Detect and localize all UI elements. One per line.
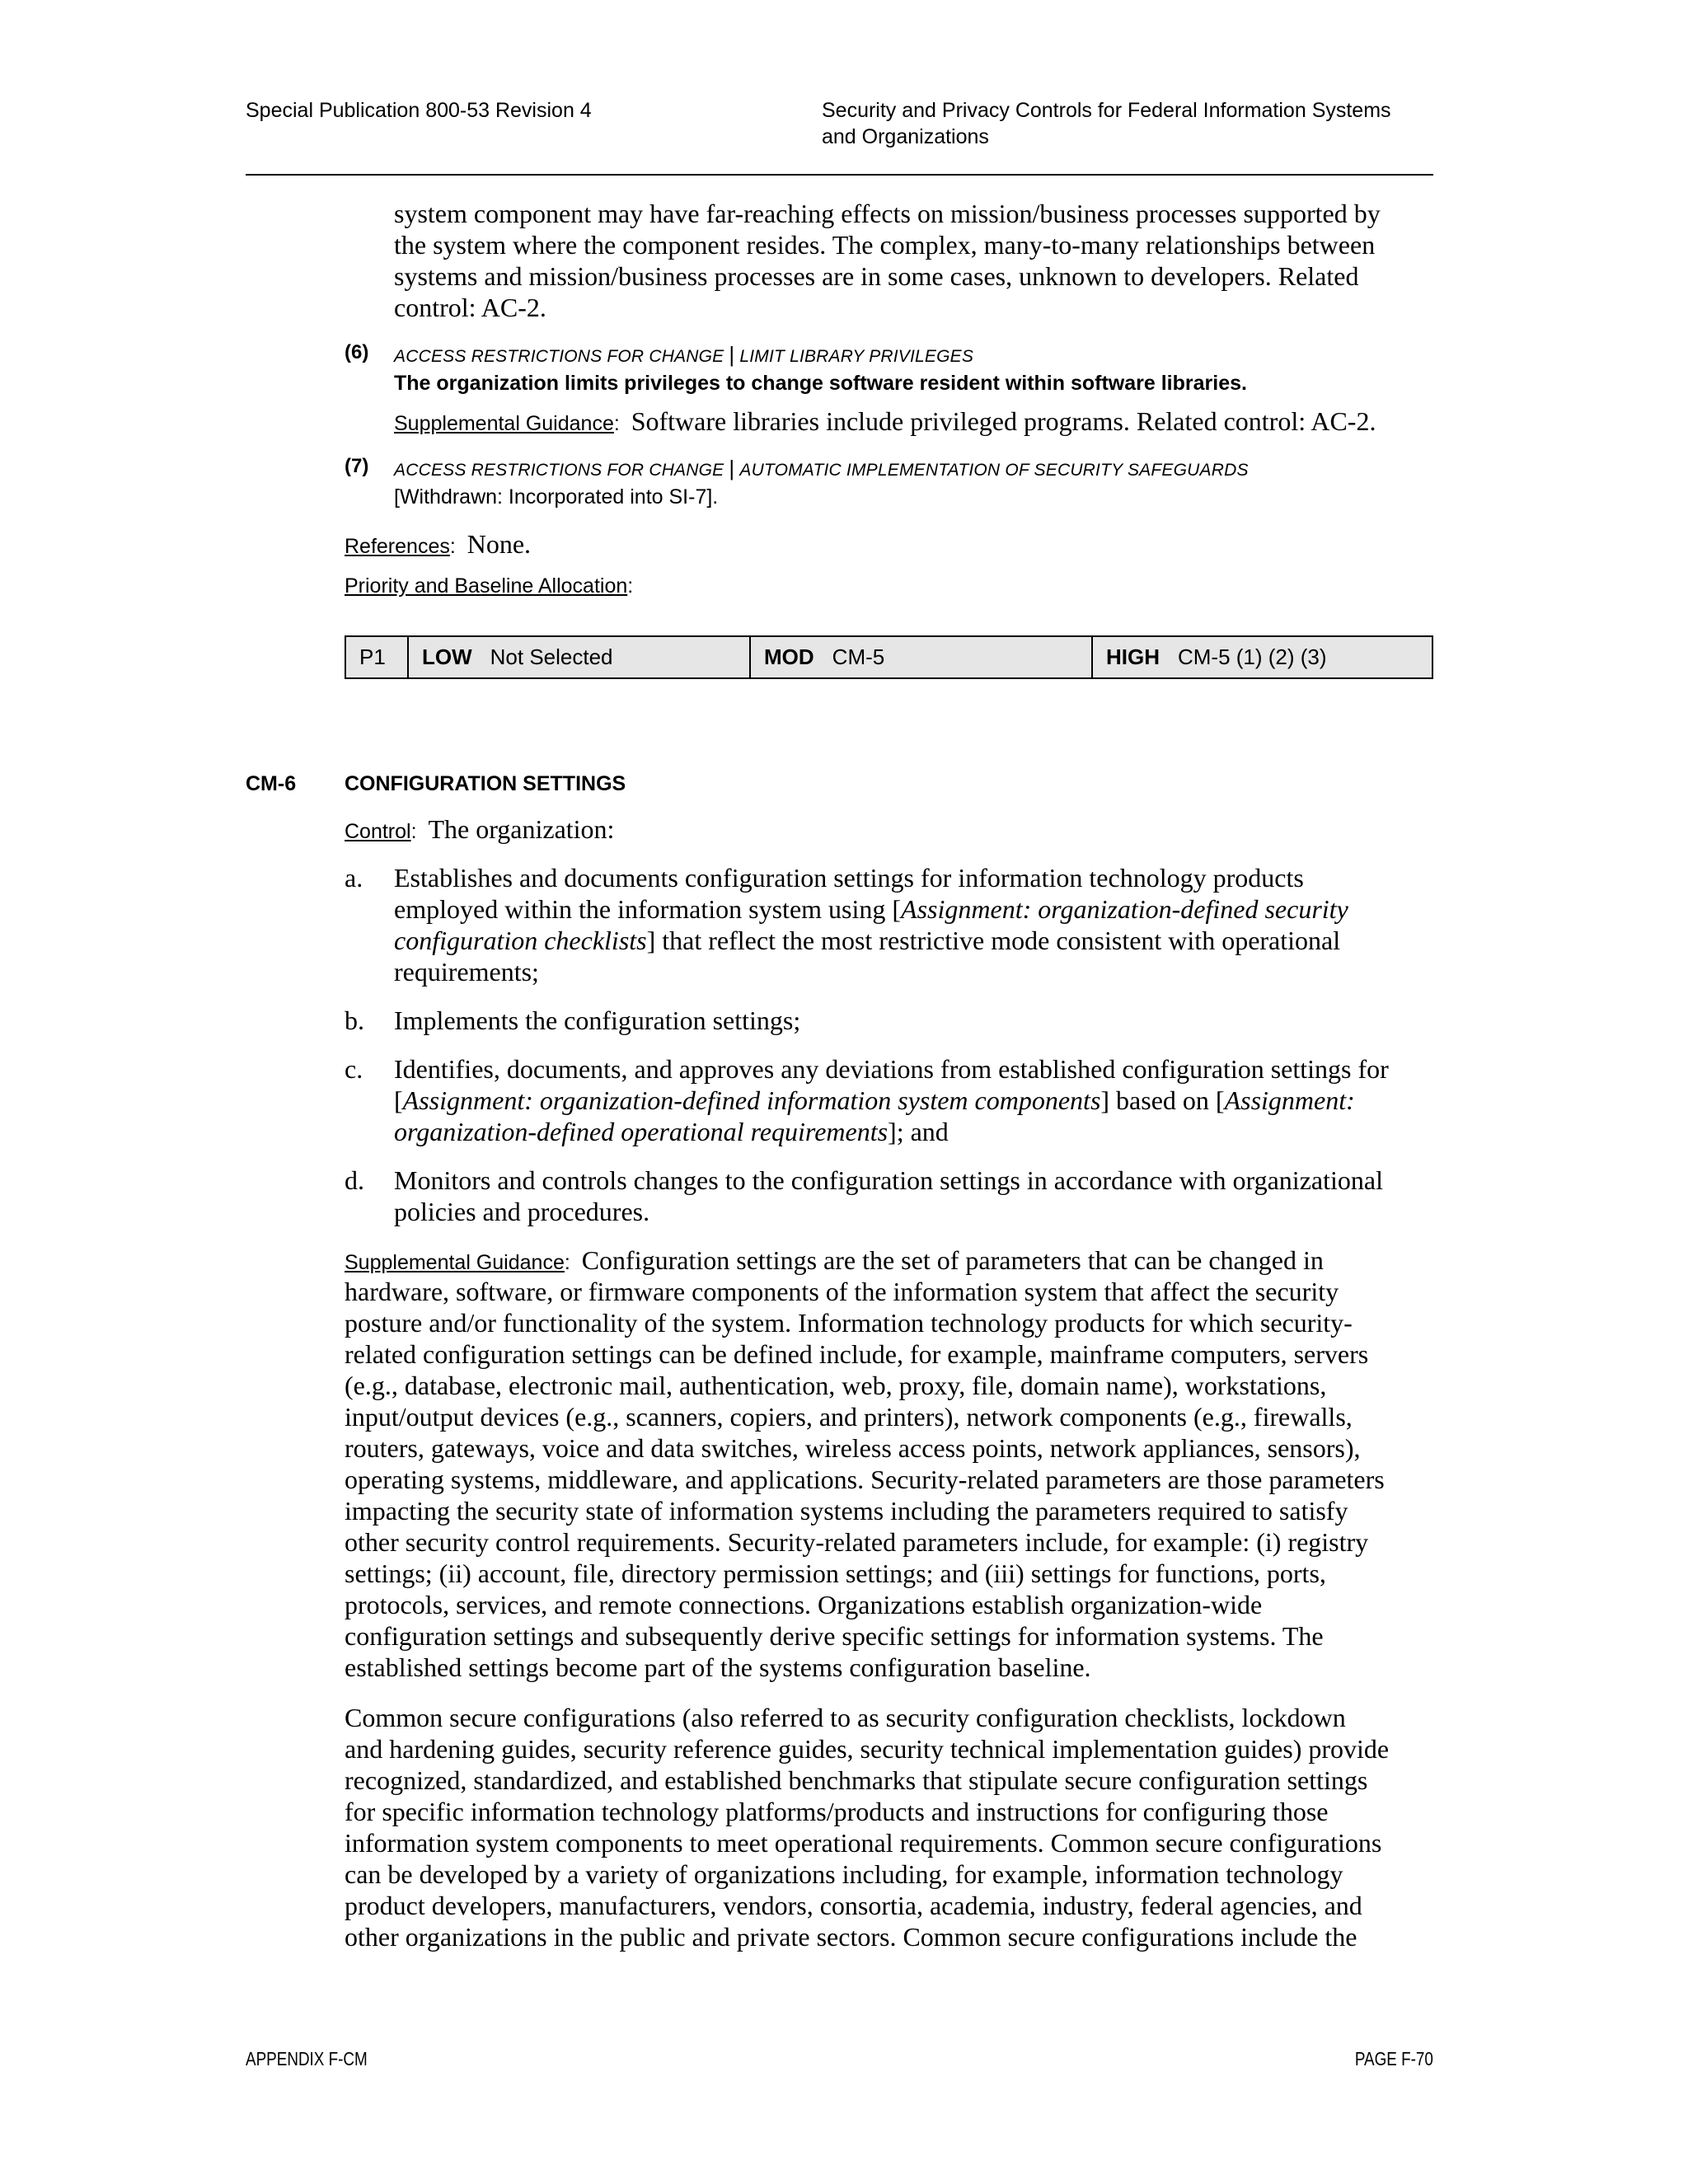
- low-label: LOW: [422, 644, 472, 669]
- text-line: for specific information technology platforms/products and instructions for configuring those: [345, 1797, 1329, 1826]
- header-title-line1: Security and Privacy Controls for Federal Information Systems: [822, 99, 1391, 122]
- text-line: product developers, manufacturers, vendors, consortia, academia, industry, federal agencies, and: [345, 1891, 1362, 1920]
- text-line: can be developed by a variety of organizations including, for example, information technology: [345, 1859, 1343, 1889]
- text-line: the system where the component resides. The complex, many-to-many relationships between: [394, 230, 1376, 260]
- text-line: recognized, standardized, and established benchmarks that stipulate secure configuration settings: [345, 1765, 1368, 1795]
- continuation-paragraph: [394, 198, 1449, 323]
- high-label: HIGH: [1106, 644, 1160, 669]
- text-line: requirements;: [394, 957, 539, 987]
- text-line: routers, gateways, voice and data switches, wireless access points, network appliances, sensors),: [345, 1433, 1361, 1463]
- references: References: None.: [345, 529, 532, 559]
- control-title: CONFIGURATION SETTINGS: [345, 772, 626, 795]
- text-line: settings; (ii) account, file, directory permission settings; and (iii) settings for functions, ports,: [345, 1558, 1326, 1588]
- enhancement-title: [394, 456, 1249, 481]
- low-value: Not Selected: [490, 644, 613, 669]
- assignment-text: configuration checklists: [394, 926, 647, 955]
- text-line: protocols, services, and remote connections. Organizations establish organization-wide: [345, 1590, 1263, 1619]
- text-line: systems and mission/business processes are in some cases, unknown to developers. Related: [394, 261, 1359, 291]
- text-line: policies and procedures.: [394, 1197, 650, 1226]
- text-line: Supplemental Guidance: Configuration settings are the set of parameters that can be changed in: [345, 1245, 1324, 1275]
- list-item-d: [394, 1165, 1441, 1227]
- enhancement-number: (7): [345, 455, 369, 477]
- list-item-letter: b.: [345, 1005, 364, 1035]
- list-item-letter: a.: [345, 863, 363, 893]
- text-line: employed within the information system using [Assignment: organization-defined security: [394, 894, 1348, 924]
- list-item-a: [394, 862, 1441, 987]
- text-line: related configuration settings can be defined include, for example, mainframe computers, servers: [345, 1339, 1369, 1369]
- footer-appendix: APPENDIX F-CM: [246, 2048, 368, 2069]
- control-intro: Control: The organization:: [345, 814, 615, 844]
- text-line: impacting the security state of information systems including the parameters required to satisfy: [345, 1496, 1348, 1526]
- text-line: Implements the configuration settings;: [394, 1005, 801, 1035]
- guidance-label: Supplemental Guidance: [345, 1251, 565, 1274]
- list-item-c: [394, 1053, 1441, 1147]
- enhancement-title-left: ACCESS RESTRICTIONS FOR CHANGE: [394, 461, 724, 480]
- text-line: and hardening guides, security reference guides, security technical implementation guides) provide: [345, 1734, 1390, 1764]
- guidance-text: Software libraries include privileged programs. Related control: AC-2.: [631, 406, 1376, 436]
- priority-value: P1: [359, 644, 386, 669]
- text-line: established settings become part of the systems configuration baseline.: [345, 1652, 1091, 1682]
- assignment-text: Assignment: organization-defined information system components: [402, 1085, 1101, 1115]
- header-publication: Special Publication 800-53 Revision 4: [246, 99, 592, 122]
- assignment-text: Assignment:: [1224, 1085, 1355, 1115]
- list-item-b: [394, 1005, 1441, 1036]
- control-label: Control: [345, 820, 411, 843]
- text-line: hardware, software, or firmware components of the information system that affect the security: [345, 1277, 1339, 1306]
- text-line: other security control requirements. Security-related parameters include, for example: (i) registry: [345, 1527, 1369, 1557]
- enhancement-withdrawn: [Withdrawn: Incorporated into SI-7].: [394, 485, 719, 509]
- text-line: organization-defined operational requirements]; and: [394, 1117, 949, 1146]
- assignment-text: organization-defined operational requirements: [394, 1117, 889, 1146]
- title-separator: |: [729, 456, 735, 480]
- enhancement-title: [394, 342, 973, 368]
- text-line: configuration settings and subsequently derive specific settings for information systems. The: [345, 1621, 1324, 1651]
- text-line: configuration checklists] that reflect the most restrictive mode consistent with operational: [394, 926, 1341, 955]
- priority-heading: Priority and Baseline Allocation:: [345, 574, 634, 598]
- control-intro-text: The organization:: [428, 814, 615, 844]
- footer-page-number: PAGE F-70: [1354, 2048, 1433, 2069]
- guidance-paragraph-2: [345, 1702, 1449, 1952]
- priority-cell: [346, 637, 409, 677]
- priority-baseline-table: [345, 635, 1433, 679]
- mod-label: MOD: [764, 644, 814, 669]
- control-id: CM-6: [246, 772, 297, 795]
- header-title: [822, 97, 1448, 150]
- text-line: input/output devices (e.g., scanners, copiers, and printers), network components (e.g., firewalls,: [345, 1402, 1353, 1432]
- text-line: (e.g., database, electronic mail, authentication, web, proxy, file, domain name), workstations,: [345, 1371, 1327, 1400]
- text-line: Monitors and controls changes to the configuration settings in accordance with organizational: [394, 1165, 1383, 1195]
- list-item-letter: c.: [345, 1054, 363, 1084]
- text-line: information system components to meet operational requirements. Common secure configurations: [345, 1828, 1382, 1858]
- references-text: None.: [467, 529, 532, 559]
- assignment-text: Assignment: organization-defined security: [901, 894, 1348, 924]
- text-line: Common secure configurations (also referred to as security configuration checklists, lockdown: [345, 1703, 1346, 1732]
- supplemental-guidance: [345, 1244, 1441, 1683]
- enhancement-number: (6): [345, 341, 369, 363]
- low-baseline-cell: [409, 637, 751, 677]
- header-rule: [246, 174, 1433, 176]
- enhancement-guidance: Supplemental Guidance: Software libraries include privileged programs. Related control: AC-2.: [394, 406, 1376, 436]
- guidance-label: Supplemental Guidance: [394, 412, 614, 435]
- text-line: [Assignment: organization-defined information system components] based on [Assignment:: [394, 1085, 1355, 1115]
- mod-baseline-cell: [751, 637, 1093, 677]
- header-title-line2: and Organizations: [822, 125, 989, 148]
- title-separator: |: [729, 342, 735, 367]
- text-line: Establishes and documents configuration settings for information technology products: [394, 863, 1304, 893]
- text-line: operating systems, middleware, and applications. Security-related parameters are those parameters: [345, 1465, 1385, 1494]
- priority-label: Priority and Baseline Allocation: [345, 574, 628, 598]
- references-label: References: [345, 535, 450, 558]
- mod-value: CM-5: [832, 644, 885, 669]
- high-baseline-cell: [1093, 637, 1432, 677]
- text-line: posture and/or functionality of the system. Information technology products for which security-: [345, 1308, 1353, 1338]
- text-line: system component may have far-reaching effects on mission/business processes supported by: [394, 199, 1381, 228]
- enhancement-title-right: AUTOMATIC IMPLEMENTATION OF SECURITY SAFEGUARDS: [739, 461, 1249, 480]
- enhancement-statement: The organization limits privileges to change software resident within software libraries.: [394, 372, 1247, 395]
- text-line: other organizations in the public and private sectors. Common secure configurations include the: [345, 1922, 1357, 1952]
- high-value: CM-5 (1) (2) (3): [1178, 644, 1327, 669]
- text-line: control: AC-2.: [394, 293, 546, 322]
- enhancement-title-left: ACCESS RESTRICTIONS FOR CHANGE: [394, 347, 724, 366]
- text-line: Identifies, documents, and approves any deviations from established configuration settings for: [394, 1054, 1389, 1084]
- enhancement-title-right: LIMIT LIBRARY PRIVILEGES: [739, 347, 974, 366]
- list-item-letter: d.: [345, 1165, 364, 1195]
